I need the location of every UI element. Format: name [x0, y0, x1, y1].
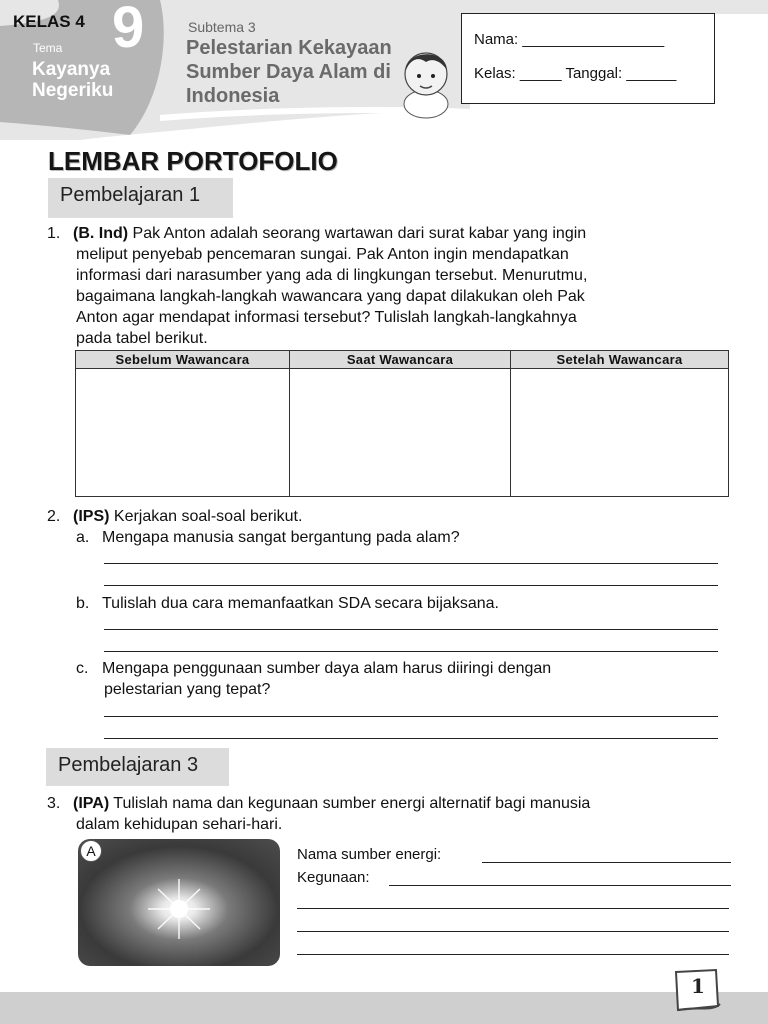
answer-line[interactable]	[104, 716, 718, 717]
sub-question-text: Tulislah dua cara memanfaatkan SDA secara bijaksana.	[102, 595, 499, 612]
table-header: Saat Wawancara	[290, 351, 511, 369]
page-title: LEMBAR PORTOFOLIO	[48, 146, 338, 176]
subject-tag: (B. Ind)	[73, 225, 129, 242]
answer-line[interactable]	[389, 885, 731, 886]
question-1-body	[76, 244, 726, 349]
tema-label: Tema	[33, 41, 63, 55]
sub-letter: b.	[76, 595, 90, 612]
question-text: Kerjakan soal-soal berikut.	[113, 508, 303, 525]
answer-line[interactable]	[482, 862, 731, 863]
subject-tag: (IPS)	[73, 508, 110, 525]
subject-tag: (IPA)	[73, 795, 110, 812]
question-text-line: pada tabel berikut.	[76, 330, 208, 347]
answer-line[interactable]	[104, 629, 718, 630]
question-2c	[76, 658, 716, 679]
section-label-pembelajaran-3: Pembelajaran 3	[46, 748, 229, 786]
question-text: Pak Anton adalah seorang wartawan dari surat kabar yang ingin	[132, 225, 587, 242]
sun-photo	[78, 839, 280, 966]
sub-letter: c.	[76, 660, 89, 677]
answer-line[interactable]	[297, 954, 729, 955]
question-2	[47, 506, 302, 527]
interview-table	[75, 350, 729, 497]
answer-line[interactable]	[104, 563, 718, 564]
photo-tag: A	[80, 840, 102, 862]
answer-line[interactable]	[297, 931, 729, 932]
table-header: Sebelum Wawancara	[76, 351, 290, 369]
student-id-box	[461, 13, 715, 104]
question-2b	[76, 593, 716, 614]
answer-line[interactable]	[104, 585, 718, 586]
tema-name: Kayanya Negeriku	[32, 59, 114, 101]
question-number: 2.	[47, 508, 61, 525]
answer-cell[interactable]	[511, 369, 729, 497]
subtema-label: Subtema 3	[188, 19, 256, 35]
question-text: Tulislah nama dan kegunaan sumber energi alternatif bagi manusia	[113, 795, 591, 812]
question-number: 3.	[47, 795, 61, 812]
question-text-line: meliput penyebab pencemaran sungai. Pak Anton ingin mendapatkan	[76, 246, 569, 263]
page-number: 1	[691, 974, 705, 998]
kelas-label: KELAS 4	[13, 12, 85, 31]
question-2a	[76, 527, 716, 548]
question-2c-cont: pelestarian yang tepat?	[104, 681, 271, 698]
sub-question-text: Mengapa penggunaan sumber daya alam harus diiringi dengan	[102, 660, 552, 677]
question-number: 1.	[47, 225, 61, 242]
kelas-tanggal-field[interactable]: Kelas: _____ Tanggal: ______	[474, 65, 677, 82]
sub-question-text: Mengapa manusia sangat bergantung pada alam?	[102, 529, 460, 546]
answer-cell[interactable]	[290, 369, 511, 497]
answer-cell[interactable]	[76, 369, 290, 497]
kegunaan-label: Kegunaan:	[297, 869, 370, 886]
section-label-pembelajaran-1: Pembelajaran 1	[48, 178, 233, 218]
question-3-cont: dalam kehidupan sehari-hari.	[76, 816, 283, 833]
answer-line[interactable]	[297, 908, 729, 909]
question-3	[47, 793, 590, 814]
subtema-title: Pelestarian Kekayaan Sumber Daya Alam di Indonesia	[186, 37, 392, 107]
nama-sumber-energi-label: Nama sumber energi:	[297, 846, 442, 863]
question-text-line: informasi dari narasumber yang ada di lingkungan tersebut. Menurutmu,	[76, 267, 588, 284]
question-1	[47, 223, 747, 244]
table-header: Setelah Wawancara	[511, 351, 729, 369]
sub-letter: a.	[76, 529, 90, 546]
question-text-line: bagaimana langkah-langkah wawancara yang dapat dilakukan oleh Pak	[76, 288, 585, 305]
footer-bar	[0, 992, 768, 1024]
tema-number: 9	[112, 0, 145, 60]
answer-line[interactable]	[104, 738, 718, 739]
nama-field[interactable]: Nama: _________________	[474, 31, 665, 48]
question-text-line: Anton agar mendapat informasi tersebut? Tulislah langkah-langkahnya	[76, 309, 577, 326]
answer-line[interactable]	[104, 651, 718, 652]
